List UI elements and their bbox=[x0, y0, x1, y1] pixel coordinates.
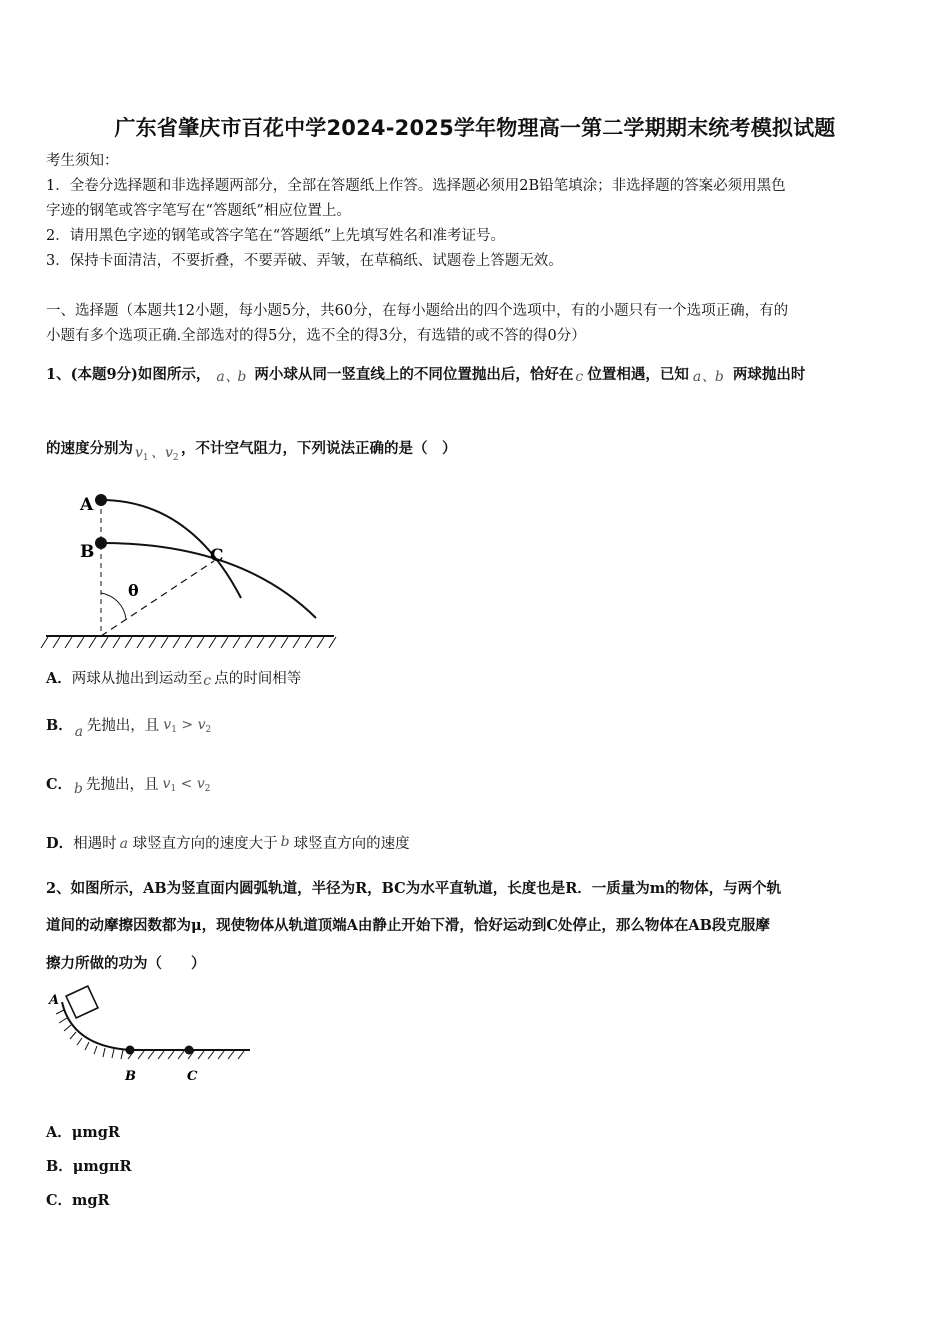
q1-option-a-text-1: 两球从抛出到运动至 bbox=[71, 671, 203, 687]
q2-option-a-prefix: A． bbox=[46, 1124, 72, 1141]
q1-option-d-math-2: b bbox=[280, 834, 290, 850]
q1-option-c-text: 先抛出，且 bbox=[86, 777, 159, 793]
notice-item-3: 3．保持卡面清洁，不要折叠，不要弄破、弄皱，在草稿纸、试题卷上答题无效。 bbox=[46, 253, 563, 269]
q1-option-a[interactable] bbox=[46, 667, 301, 688]
q1-projectile-figure bbox=[40, 488, 340, 658]
q1-option-c-v1-sub: 1 bbox=[170, 784, 177, 794]
q1-v1-sub: 1 bbox=[142, 453, 149, 463]
q1-ball-b bbox=[95, 537, 107, 549]
q1-option-d-math-1: a bbox=[119, 836, 128, 852]
q2-label-a: A bbox=[49, 993, 60, 1008]
q1-option-b-text: 先抛出，且 bbox=[86, 718, 160, 734]
q2-option-c-text: mgR bbox=[72, 1192, 110, 1209]
q1-line-1 bbox=[46, 362, 805, 388]
q1-line-2 bbox=[46, 436, 457, 462]
q1-math-b: b bbox=[237, 369, 247, 385]
q1-v1-symbol: v bbox=[135, 445, 143, 461]
q2-option-b[interactable] bbox=[46, 1155, 132, 1176]
q2-option-b-text: μmgπR bbox=[72, 1158, 132, 1175]
q2-point-c bbox=[185, 1046, 194, 1055]
q1-option-c-relation: < bbox=[180, 776, 193, 792]
q1-option-b-v2-sub: 2 bbox=[205, 725, 212, 735]
q1-label-c: C bbox=[210, 546, 224, 566]
q1-option-d-text-1: 相遇时 bbox=[73, 836, 117, 852]
q1-line-2-prefix: 的速度分别为 bbox=[46, 440, 133, 457]
q1-line-2-end: ，不计空气阻力，下列说法正确的是（ ） bbox=[181, 440, 457, 457]
page-title: 广东省肇庆市百花中学2024-2025学年物理高一第二学期期末统考模拟试题 bbox=[114, 116, 836, 140]
q1-math-a: a bbox=[216, 369, 225, 385]
q1-option-c-v1: v bbox=[162, 776, 171, 792]
q1-option-b[interactable] bbox=[46, 714, 215, 740]
q1-option-c[interactable] bbox=[46, 773, 215, 797]
notice-item-1: 1．全卷分选择题和非选择题两部分，全部在答题纸上作答。选择题必须用2B铅笔填涂；非选择题的答案必须用黑色 bbox=[46, 178, 786, 194]
notice-item-1-cont: 字迹的钢笔或答字笔写在“答题纸”相应位置上。 bbox=[46, 203, 351, 219]
q1-math-c: c bbox=[575, 369, 584, 385]
q2-label-b: B bbox=[125, 1069, 136, 1084]
q1-option-d-prefix: D． bbox=[46, 835, 74, 852]
q2-block bbox=[66, 986, 98, 1018]
q1-math-sep: 、 bbox=[225, 369, 240, 385]
q1-label-theta: θ bbox=[128, 581, 139, 600]
q1-label-a: A bbox=[80, 495, 94, 515]
q1-option-b-math: a bbox=[74, 724, 84, 740]
q2-label-c: C bbox=[187, 1069, 198, 1084]
notice-heading: 考生须知： bbox=[46, 153, 119, 169]
q1-option-d[interactable] bbox=[46, 832, 410, 853]
q1-v2-sub: 2 bbox=[172, 453, 179, 463]
q1-math-sep2: 、 bbox=[701, 369, 716, 385]
q1-option-c-prefix: C． bbox=[46, 776, 73, 793]
q1-math-b2: b bbox=[714, 369, 724, 385]
q2-option-a[interactable] bbox=[46, 1121, 120, 1142]
q1-mid-1: 两小球从同一竖直线上的不同位置抛出后，恰好在 bbox=[254, 366, 574, 383]
notice-item-2: 2．请用黑色字迹的钢笔或答字笔在“答题纸”上先填写姓名和准考证号。 bbox=[46, 228, 506, 244]
q2-line-2: 道间的动摩擦因数都为μ，现使物体从轨道顶端A由静止开始下滑，恰好运动到C处停止，那么物体在AB段克服摩 bbox=[46, 917, 770, 934]
q1-diagonal-dashed-line bbox=[101, 561, 214, 636]
section-heading-line-2: 小题有多个选项正确.全部选对的得5分，选不全的得3分，有选错的或不答的得0分） bbox=[46, 328, 586, 344]
q2-option-b-prefix: B． bbox=[46, 1158, 73, 1175]
q2-option-c[interactable] bbox=[46, 1189, 110, 1210]
q2-line-3: 擦力所做的功为（ ） bbox=[46, 955, 206, 972]
section-heading-line-1: 一、选择题（本题共12小题，每小题5分，共60分，在每小题给出的四个选项中，有的小题只有一个选项正确，有的 bbox=[46, 303, 789, 319]
q1-label-b: B bbox=[80, 542, 95, 562]
q1-angle-arc bbox=[101, 593, 126, 619]
q1-option-a-math: c bbox=[203, 673, 212, 689]
q1-ball-a bbox=[95, 494, 107, 506]
q1-option-d-text-3: 球竖直方向的速度 bbox=[293, 836, 410, 852]
q2-line-1: 2、如图所示，AB为竖直面内圆弧轨道，半径为R，BC为水平直轨道，长度也是R．一质量为m的物体，与两个轨 bbox=[46, 880, 782, 897]
q1-option-c-math: b bbox=[74, 781, 84, 797]
q1-v-sep: 、 bbox=[151, 445, 165, 461]
q1-option-b-v1: v bbox=[163, 717, 172, 733]
q1-option-b-prefix: B． bbox=[46, 717, 73, 734]
q1-v2-symbol: v bbox=[165, 445, 173, 461]
q1-option-c-v2-sub: 2 bbox=[204, 784, 211, 794]
q1-end-1: 两球抛出时 bbox=[732, 366, 806, 383]
q2-option-a-text: μmgR bbox=[71, 1124, 120, 1141]
q2-point-b bbox=[126, 1046, 135, 1055]
q2-track-figure bbox=[44, 984, 264, 1084]
q2-option-c-prefix: C． bbox=[46, 1192, 73, 1209]
q2-track-hatching bbox=[56, 1010, 244, 1059]
q1-option-b-relation: > bbox=[181, 717, 194, 733]
q1-ground-hatching bbox=[41, 637, 336, 648]
q1-option-b-v1-sub: 1 bbox=[171, 725, 177, 735]
q1-option-c-v2: v bbox=[196, 776, 205, 792]
q1-option-a-text-2: 点的时间相等 bbox=[214, 671, 302, 687]
q1-math-a2: a bbox=[692, 369, 702, 385]
q1-option-d-text-2: 球竖直方向的速度大于 bbox=[132, 836, 278, 852]
q1-mid-2: 位置相遇，已知 bbox=[587, 366, 689, 383]
q1-option-a-prefix: A． bbox=[46, 670, 72, 687]
q1-option-b-v2: v bbox=[197, 717, 206, 733]
q1-prefix: 1、(本题9分)如图所示， bbox=[46, 366, 211, 383]
